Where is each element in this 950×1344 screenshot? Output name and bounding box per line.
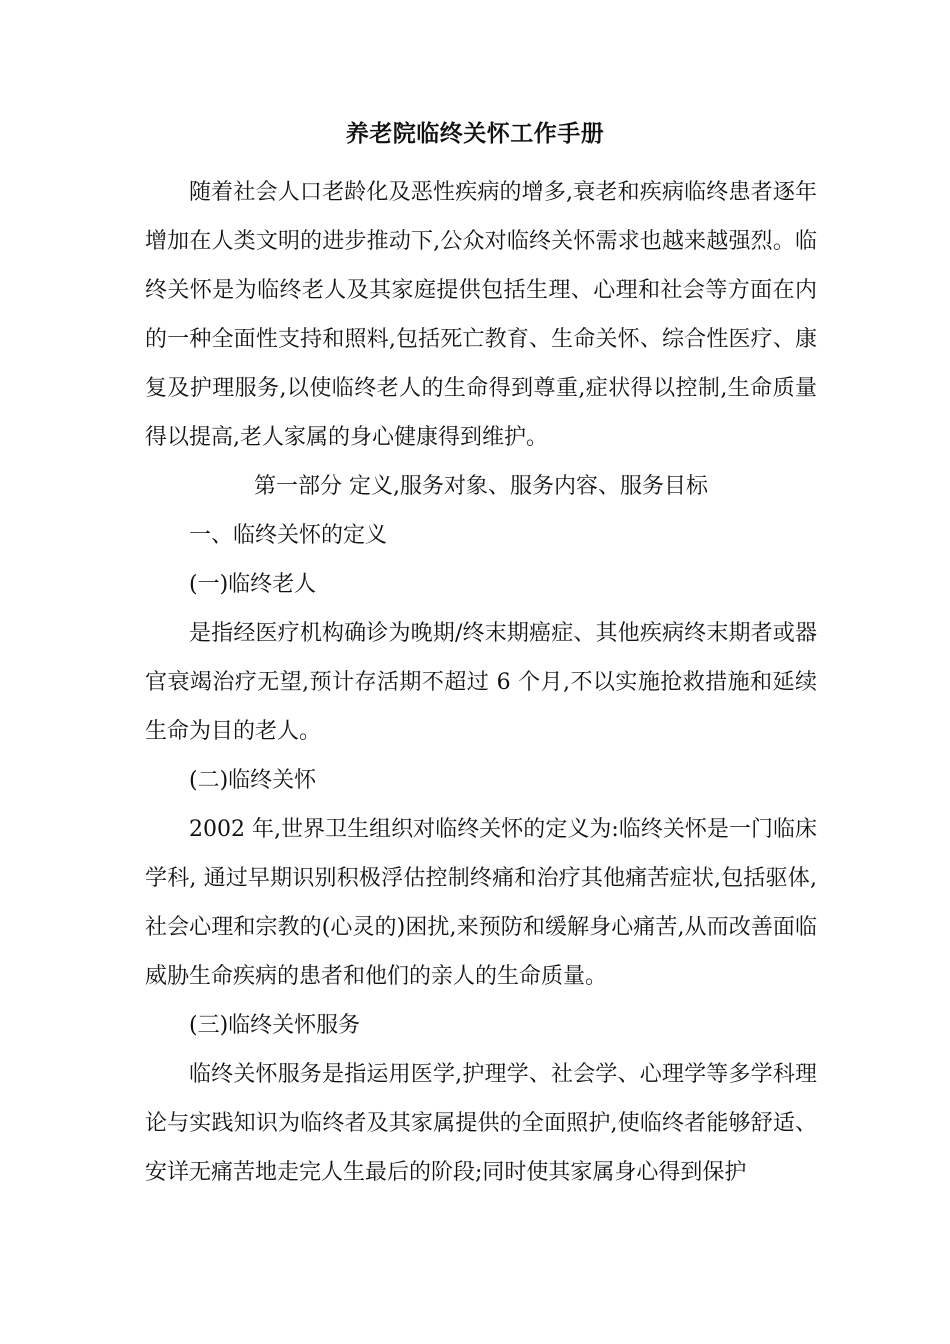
subheading-hospice-care: (二)临终关怀	[189, 768, 317, 793]
document-title: 养老院临终关怀工作手册	[345, 121, 605, 147]
paragraph-dying-elderly: 是指经医疗机构确诊为晚期/终末期癌症、其他疾病终末期者或器官衰竭治疗无望,预计存活期不超过 6 个月,不以实施抢救措施和延续生命为目的老人。	[145, 621, 817, 744]
intro-paragraph: 随着社会人口老龄化及恶性疾病的增多,衰老和疾病临终患者逐年增加在人类文明的进步推动下,公众对临终关怀需求也越来越强烈。临终关怀是为临终老人及其家庭提供包括生理、心理和社会等方面在内的一种全面性支持和照料,包括死亡教育、生命关怀、综合性医疗、康复及护理服务,以使临终老人的生命得到尊重,症状得以控制,生命质量得以提高,老人家属的身心健康得到维护。	[145, 180, 817, 450]
paragraph-hospice-service: 临终关怀服务是指运用医学,护理学、社会学、心理学等多学科理论与实践知识为临终者及其家属提供的全面照护,使临终者能够舒适、安详无痛苦地走完人生最后的阶段;同时使其家属身心得到保护	[145, 1062, 817, 1185]
part-heading: 第一部分 定义,服务对象、服务内容、服务目标	[254, 474, 708, 499]
subheading-dying-elderly: (一)临终老人	[189, 572, 317, 597]
document-body	[145, 168, 817, 1197]
section-heading-definition: 一、临终关怀的定义	[189, 523, 388, 548]
paragraph-hospice-care: 2002 年,世界卫生组织对临终关怀的定义为:临终关怀是一门临床学科, 通过早期识别积极浮估控制终痛和治疗其他痛苦症状,包括驱体,社会心理和宗教的(心灵的)困扰,来预防和缓解身心痛苦,从而改善面临威胁生命疾病的患者和他们的亲人的生命质量。	[145, 817, 817, 989]
subheading-hospice-service: (三)临终关怀服务	[189, 1013, 361, 1038]
